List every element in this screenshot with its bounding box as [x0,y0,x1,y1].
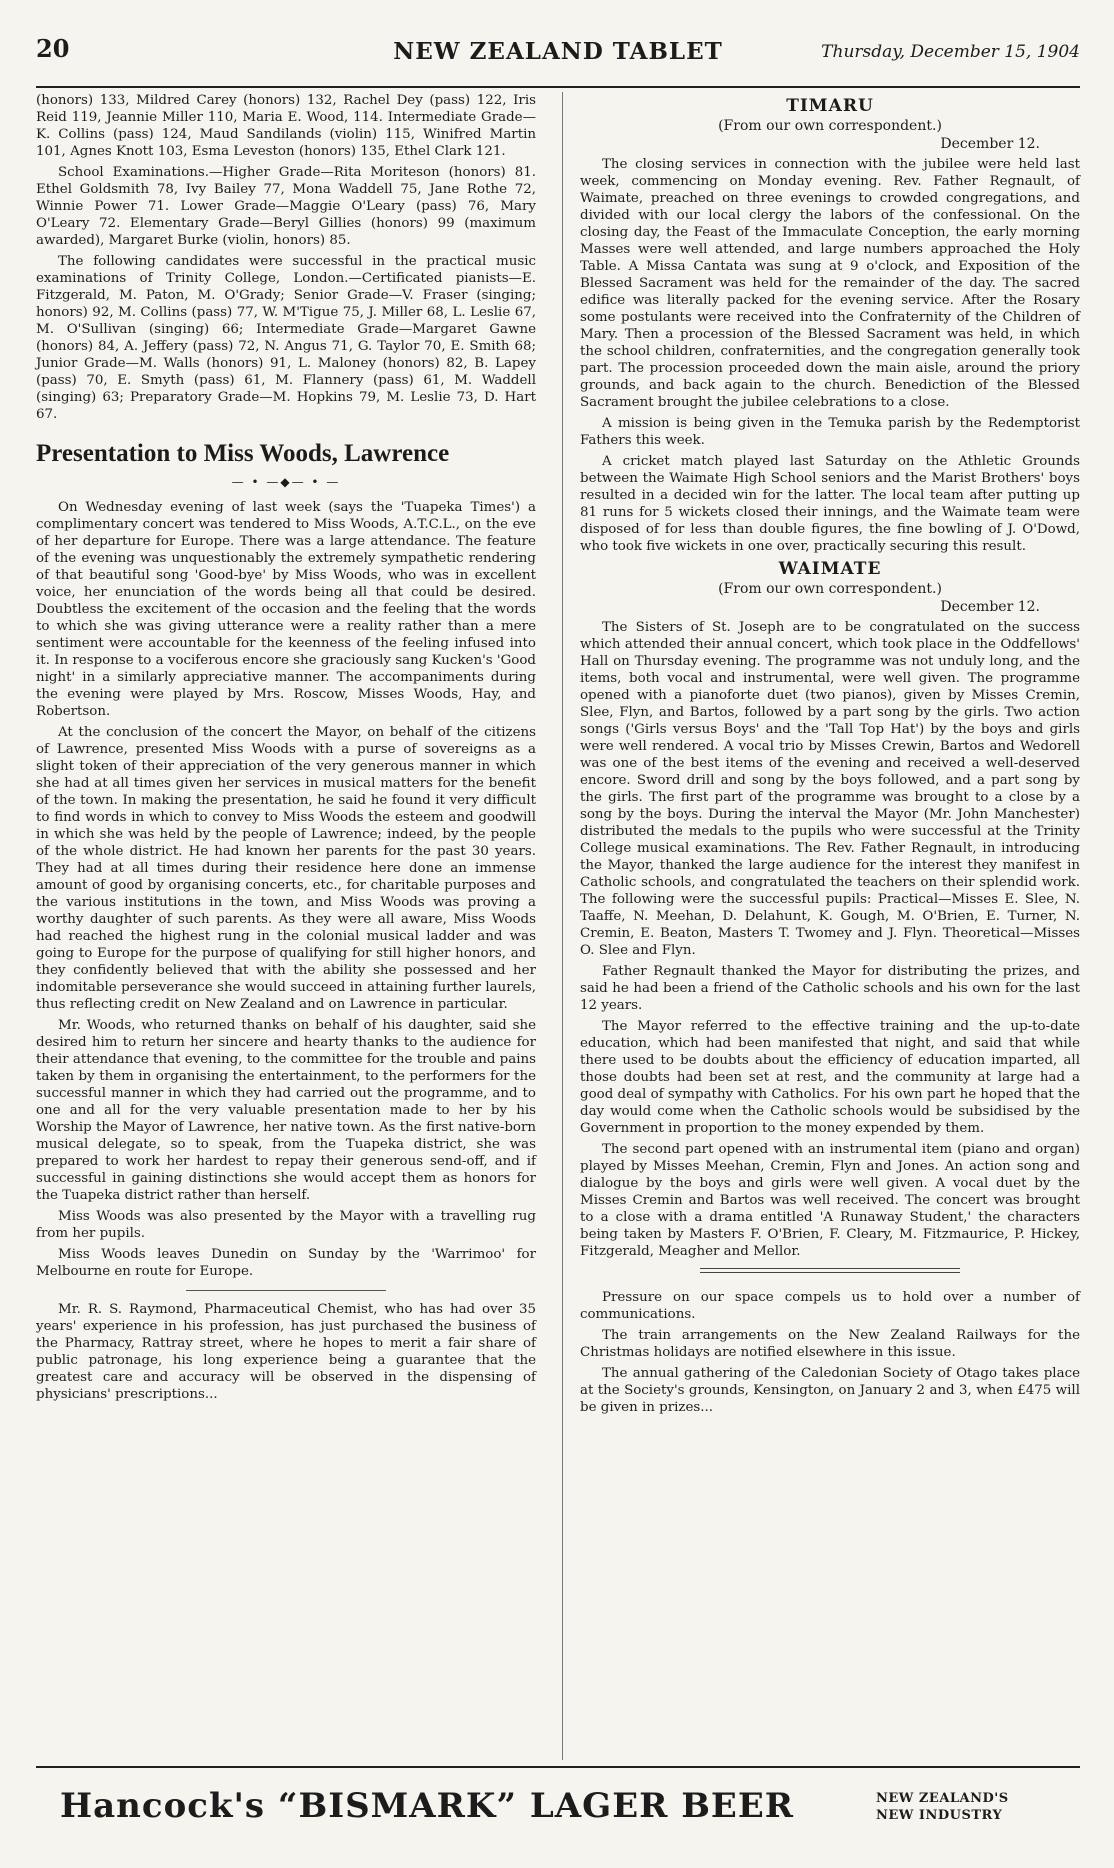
column-rule [562,92,563,1760]
timaru-title: TIMARU [786,96,874,116]
waimate-paragraph: The Sisters of St. Joseph are to be congratulated on the success which attended their annual concert, which took place in the Oddfellows' Hall on Thursday evening. The programme was not unduly long, and the items, both vocal and instrumental, were well given. The programme opened with a pianoforte duet (two pianos), given by Misses Cremin, Slee, Flyn, and Bartos, followed by a part song by the girls. Two action songs ('Girls versus Boys' and the 'Tall Top Hat') by the boys and girls were well rendered. A vocal trio by Misses Crewin, Bartos and Wedorell was one of the best items of the evening and received a well-deserved encore. Sword drill and song by the boys followed, and a part song by the girls. The first part of the programme was brought to a close by a song by the boys. During the interval the Mayor (Mr. John Manchester) distributed the medals to the pupils who were successful at the Trinity College musical examinations. The Rev. Father Regnault, in introducing the Mayor, thanked the large audience for the interest they manifest in Catholic schools, and congratulated the teachers on their splendid work. The following were the successful pupils: Practical—Misses E. Slee, N. Taaffe, N. Meehan, D. Delahunt, K. Gough, M. O'Brien, E. Turner, N. Cremin, E. Beaton, Masters T. Twomey and J. Flyn. Theoretical—Misses O. Slee and Flyn. [580,620,1080,958]
timaru-paragraph: A mission is being given in the Temuka parish by the Redemptorist Fathers this week. [580,416,1080,448]
paper-title: NEW ZEALAND TABLET [393,38,723,65]
exam-results-paragraph: (honors) 133, Mildred Carey (honors) 132, Rachel Dey (pass) 122, Iris Reid 119, Jeannie Miller 110, Maria E. Wood, 114. Intermediate Grade—K. Collins (pass) 124, Maud Sandilands (violin) 115, Winifred Martin 101, Agnes Knott 103, Esma Leveston (honors) 135, Ethel Clark 121. [36,93,536,159]
issue-date: Thursday, December 15, 1904 [821,42,1080,62]
raymond-notice: Mr. R. S. Raymond, Pharmaceutical Chemist, who has had over 35 years' experience in his profession, has just purchased the business of the Pharmacy, Rattray street, where he hopes to merit a fair share of public patronage, his long experience being a guarantee that the greatest care and accuracy will be observed in the dispensing of physicians' prescriptions... [36,1302,536,1402]
timaru-date: December 12. [940,136,1040,152]
waimate-byline: (From our own correspondent.) [718,581,942,597]
article-paragraph: Miss Woods was also presented by the Mayor with a travelling rug from her pupils. [36,1209,536,1241]
note-paragraph: The train arrangements on the New Zealand Railways for the Christmas holidays are notified elsewhere in this issue. [580,1328,1080,1360]
right-column [580,92,1080,1420]
page-number: 20 [36,34,70,63]
advert-tagline [876,1790,1076,1824]
article-paragraph: Miss Woods leaves Dunedin on Sunday by the 'Warrimoo' for Melbourne en route for Europe. [36,1247,536,1279]
section-divider [700,1268,960,1273]
footer-advert [36,1766,1080,1848]
section-divider [186,1290,386,1291]
beer-advert: Hancock's “BISMARK” LAGER BEER [60,1786,795,1826]
timaru-byline: (From our own correspondent.) [718,118,942,134]
divider-ornament: — • —◆— • — [231,475,341,489]
waimate-title: WAIMATE [778,559,882,579]
article-paragraph: Mr. Woods, who returned thanks on behalf of his daughter, said she desired him to return her sincere and hearty thanks to the audience for their attendance that evening, to the committee for the trouble and pains taken by them in organising the entertainment, to the performers for the successful manner in which they had carried out the programme, and to one and all for the very valuable presentation made to her by his Worship the Mayor of Lawrence, her native town. As the first native-born musical delegate, so to speak, from the Tuapeka district, she was prepared to work her hardest to repay their generous send-off, and if successful in gaining distinctions she would accept them as honors for the Tuapeka district rather than herself. [36,1018,536,1203]
timaru-paragraph: The closing services in connection with the jubilee were held last week, commencing on Monday evening. Rev. Father Regnault, of Waimate, preached on three evenings to crowded congregations, and divided with our local clergy the labors of the confessional. On the closing day, the Feast of the Immaculate Conception, the early morning Masses were well attended, and large numbers approached the Holy Table. A Missa Cantata was sung at 9 o'clock, and Exposition of the Blessed Sacrament was held for the remainder of the day. The sacred edifice was literally packed for the evening service. After the Rosary some postulants were received into the Confraternity of the Children of Mary. Then a procession of the Blessed Sacrament was held, in which the school children, confraternities, and the congregation generally took part. The procession proceeded down the main aisle, around the priory grounds, and back again to the church. Benediction of the Blessed Sacrament brought the jubilee celebrations to a close. [580,157,1080,410]
waimate-date: December 12. [940,599,1040,615]
tagline-line-1: NEW ZEALAND'S [876,1791,1009,1806]
article-headline: Presentation to Miss Woods, Lawrence [36,440,450,467]
article-paragraph: On Wednesday evening of last week (says the 'Tuapeka Times') a complimentary concert was tendered to Miss Woods, A.T.C.L., on the eve of her departure for Europe. There was a large attendance. The feature of the evening was unquestionably the extremely sympathetic rendering of that beautiful song 'Good-bye' by Miss Woods, who was in excellent voice, her enunciation of the words being all that could be desired. Doubtless the excitement of the occasion and the feeling that the words to which she was giving utterance were a reality rather than a mere sentiment were accountable for the keenness of the feeling infused into it. In response to a vociferous encore she graciously sang Kucken's 'Good night' in a similarly appreciative manner. The accompaniments during the evening were played by Mrs. Roscow, Misses Woods, Hay, and Robertson. [36,500,536,719]
exam-results-paragraph: School Examinations.—Higher Grade—Rita Moriteson (honors) 81. Ethel Goldsmith 78, Ivy Bailey 77, Mona Waddell 75, Jane Rothe 72, Winnie Power 71. Lower Grade—Maggie O'Leary (pass) 76, Mary O'Leary 72. Elementary Grade—Beryl Gillies (honors) 99 (maximum awarded), Margaret Burke (violin, honors) 85. [36,165,536,248]
note-paragraph: Pressure on our space compels us to hold over a number of communications. [580,1290,1080,1322]
waimate-paragraph: The Mayor referred to the effective training and the up-to-date education, which had been manifested that night, and said that while there used to be doubts about the efficiency of education imparted, all those doubts had been set at rest, and the community at large had a good deal of sympathy with Catholics. For his own part he hoped that the day would come when the Catholic schools would be subsidised by the Government in proportion to the money expended by them. [580,1019,1080,1136]
note-paragraph: The annual gathering of the Caledonian Society of Otago takes place at the Society's grounds, Kensington, on January 2 and 3, when £475 will be given in prizes... [580,1366,1080,1415]
tagline-line-2: NEW INDUSTRY [876,1808,1003,1823]
article-paragraph: At the conclusion of the concert the Mayor, on behalf of the citizens of Lawrence, presented Miss Woods with a purse of sovereigns as a slight token of their appreciation of the very generous manner in which she had at all times given her services in musical matters for the benefit of the town. In making the presentation, he said he found it very difficult to find words in which to convey to Miss Woods the esteem and goodwill in which she was held by the people of Lawrence; indeed, by the people of the whole district. He had known her parents for the past 30 years. They had at all times during their residence here done an immense amount of good by organising concerts, etc., for charitable purposes and the various institutions in the town, and Miss Woods was proving a worthy daughter of such parents. As they were all aware, Miss Woods had reached the highest rung in the colonial musical ladder and was going to Europe for the purpose of qualifying for still higher honors, and they confidently believed that with the ability she possessed and her indomitable perseverance she would succeed in attaining further laurels, thus reflecting credit on New Zealand and on Lawrence in particular. [36,725,536,1012]
left-column [36,92,536,1407]
waimate-paragraph: Father Regnault thanked the Mayor for distributing the prizes, and said he had been a friend of the Catholic schools and his own for the last 12 years. [580,964,1080,1013]
timaru-paragraph: A cricket match played last Saturday on the Athletic Grounds between the Waimate High School seniors and the Marist Brothers' boys resulted in a decided win for the latter. The local team after putting up 81 runs for 5 wickets closed their innings, and the Waimate team were disposed of for less than double figures, the fine bowling of J. O'Dowd, who took five wickets in one over, practically securing this result. [580,454,1080,554]
exam-results-paragraph: The following candidates were successful in the practical music examinations of Trinity College, London.—Certificated pianists—E. Fitzgerald, M. Paton, M. O'Grady; Senior Grade—V. Fraser (singing; honors) 92, M. Collins (pass) 77, W. M'Tigue 75, J. Miller 68, L. Leslie 67, M. O'Sullivan (singing) 66; Intermediate Grade—Margaret Gawne (honors) 84, A. Jeffery (pass) 72, N. Angus 71, G. Taylor 70, E. Smith 68; Junior Grade—M. Walls (honors) 91, L. Maloney (honors) 82, B. Lapey (pass) 70, E. Smyth (pass) 61, M. Flannery (pass) 61, M. Waddell (singing) 63; Preparatory Grade—M. Hopkins 79, M. Leslie 73, D. Hart 67. [36,254,536,422]
waimate-paragraph: The second part opened with an instrumental item (piano and organ) played by Misses Meehan, Cremin, Flyn and Jones. An action song and dialogue by the boys and girls were well given. A vocal duet by the Misses Cremin and Bartos was well received. The concert was brought to a close with a drama entitled 'A Runaway Student,' the characters being taken by Masters F. O'Brien, F. Cleary, M. Fitzmaurice, P. Hickey, Fitzgerald, Meagher and Mellor. [580,1142,1080,1259]
masthead [36,30,1080,88]
